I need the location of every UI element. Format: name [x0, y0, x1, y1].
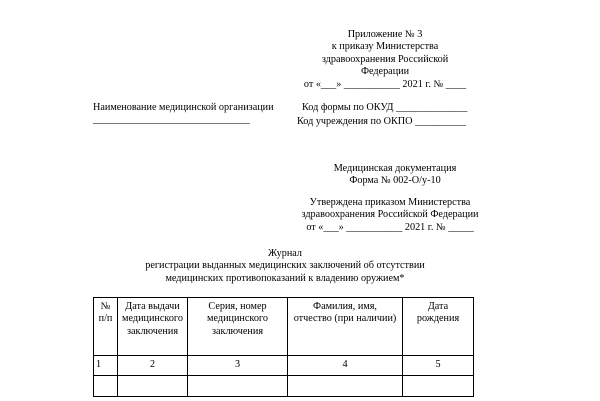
doc-label: Медицинская документация [333, 163, 457, 174]
header-full-name: Фамилия, имя, отчество (при наличии) [288, 298, 403, 356]
appendix-order: к приказу Министерства [331, 41, 439, 53]
table-header-row [94, 298, 474, 356]
column-number-cell: 2 [118, 356, 188, 376]
approval-line1: Утверждена приказом Министерства [309, 197, 471, 208]
header-number: № п/п [94, 298, 118, 356]
empty-cell [188, 376, 288, 397]
column-number-cell: 3 [188, 356, 288, 376]
header-birth-date: Дата рождения [403, 298, 474, 356]
empty-cell [94, 376, 118, 397]
journal-subtitle-2: медицинских противопоказаний к владению оружием* [165, 272, 405, 284]
doc-block [290, 163, 500, 188]
column-number-cell: 4 [288, 356, 403, 376]
journal-word: Журнал [268, 248, 302, 259]
appendix-ministry: здравоохранения Российской [321, 53, 449, 65]
empty-cell [288, 376, 403, 397]
journal-subtitle-1: регистрации выданных медицинских заключений об отсутствии [145, 260, 425, 272]
form-number: Форма № 002-О/у-10 [349, 175, 441, 187]
approval-block [280, 197, 500, 234]
journal-title [100, 248, 470, 285]
header-issue-date: Дата выдачи медицинского заключения [118, 298, 188, 356]
column-number-row [94, 356, 474, 376]
appendix-block [280, 29, 490, 91]
header-series-number: Серия, номер медицинского заключения [188, 298, 288, 356]
org-name-label: Наименование медицинской организации [93, 102, 274, 113]
appendix-title: Приложение № 3 [347, 29, 423, 40]
column-number-cell: 5 [403, 356, 474, 376]
empty-cell [118, 376, 188, 397]
table-row [94, 376, 474, 397]
empty-cell [403, 376, 474, 397]
okpo-code: Код учреждения по ОКПО __________ [297, 116, 466, 127]
appendix-federation: Федерации [360, 66, 410, 78]
approval-date: от «___» ___________ 2021 г. № _____ [306, 221, 474, 233]
column-number-cell: 1 [94, 356, 118, 376]
okud-code: Код формы по ОКУД ______________ [302, 102, 468, 113]
approval-line2: здравоохранения Российской Федерации [301, 209, 479, 221]
journal-table [93, 297, 474, 397]
org-name-underline: ________________________________ [93, 114, 250, 125]
appendix-date: от «___» ___________ 2021 г. № ____ [303, 78, 467, 90]
